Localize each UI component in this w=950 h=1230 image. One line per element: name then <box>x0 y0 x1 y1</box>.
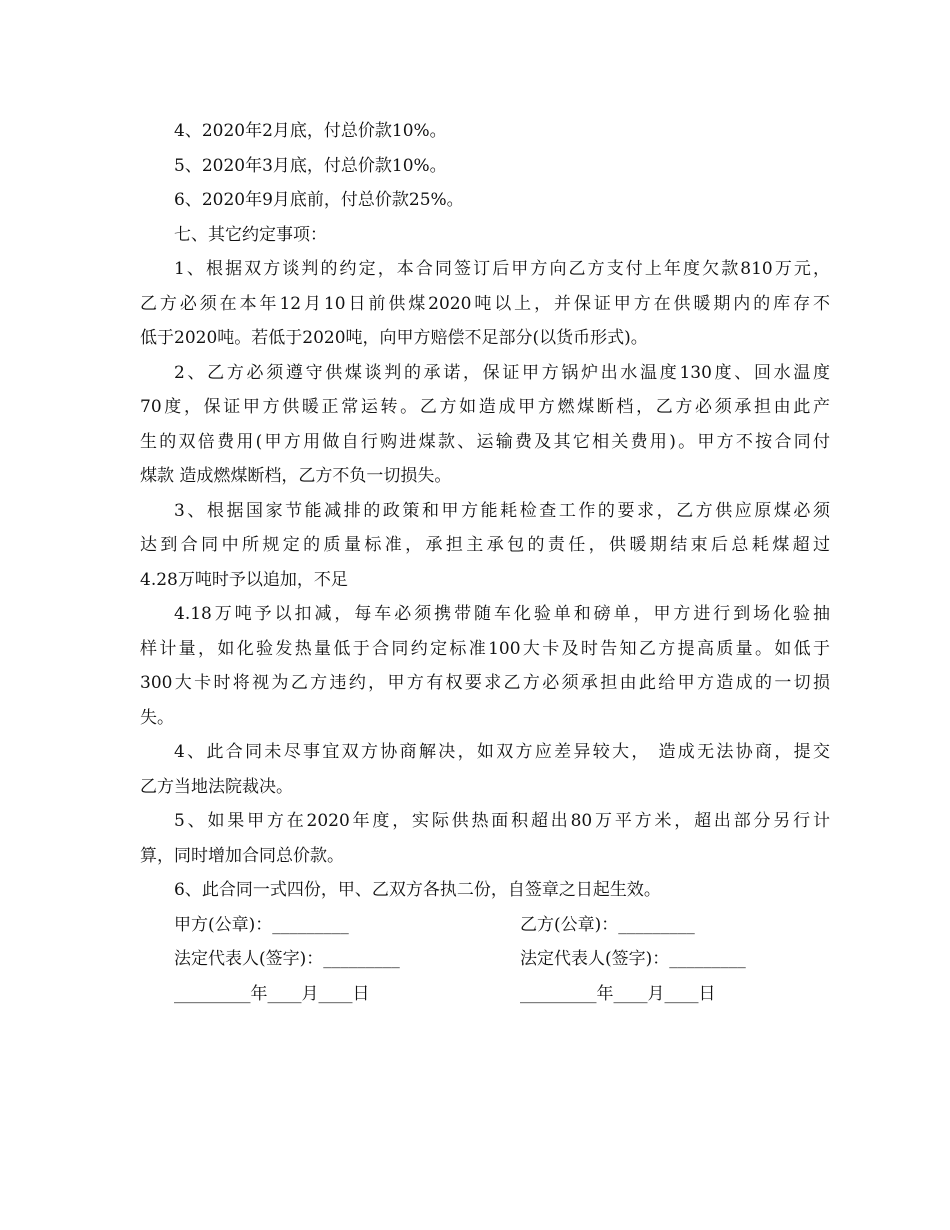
clause-5 <box>140 804 830 873</box>
payment-item-6: 6、2020年9月底前，付总价款25%。 <box>174 190 464 210</box>
payment-item-5: 5、2020年3月底，付总价款10%。 <box>174 155 447 176</box>
clause-line: 70度，保证甲方供暖正常运转。乙方如造成甲方燃煤断档，乙方必须承担由此产 <box>140 397 830 417</box>
signature-row-representative <box>140 942 830 977</box>
clause-line: 300大卡时将视为乙方违约，甲方有权要求乙方必须承担由此给甲方造成的一切损 <box>140 673 830 693</box>
party-a-seal-field: 甲方(公章)：_________ <box>174 914 349 935</box>
clause-line: 生的双倍费用(甲方用做自行购进煤款、运输费及其它相关费用)。甲方不按合同付 <box>140 431 830 452</box>
party-a-representative-field: 法定代表人(签字)：_________ <box>174 949 400 969</box>
party-a-date-field: _________年____月____日 <box>174 983 370 1004</box>
payment-item-4: 4、2020年2月底，付总价款10%。 <box>174 121 447 141</box>
clause-line: 1、根据双方谈判的约定，本合同签订后甲方向乙方支付上年度欠款810万元， <box>174 259 830 279</box>
clause-line: 乙方必须在本年12月10日前供煤2020吨以上，并保证甲方在供暖期内的库存不 <box>140 293 830 314</box>
clause-line: 低于2020吨。若低于2020吨，向甲方赔偿不足部分(以货币形式)。 <box>140 328 648 348</box>
clause-line: 3、根据国家节能减排的政策和甲方能耗检查工作的要求，乙方供应原煤必须 <box>174 500 830 521</box>
clause-line: 算，同时增加合同总价款。 <box>140 845 344 866</box>
clause-line: 5、如果甲方在2020年度，实际供热面积超出80万平方米，超出部分另行计 <box>174 811 830 831</box>
clause-6 <box>140 873 830 908</box>
clause-4 <box>140 735 830 804</box>
clause-line: 4.28万吨时予以追加，不足 <box>140 569 348 590</box>
document-body <box>140 114 830 1011</box>
clause-line: 6、此合同一式四份，甲、乙双方各执二份，自签章之日起生效。 <box>174 880 661 900</box>
signature-block <box>140 908 830 1012</box>
clause-line: 样计量，如化验发热量低于合同约定标准100大卡及时告知乙方提高质量。如低于 <box>140 638 830 659</box>
clause-line: 达到合同中所规定的质量标准，承担主承包的责任，供暖期结束后总耗煤超过 <box>140 535 830 555</box>
clause-line: 4、此合同未尽事宜双方协商解决，如双方应差异较大， 造成无法协商，提交 <box>174 742 830 762</box>
clause-2 <box>140 356 830 494</box>
party-b-representative-field: 法定代表人(签字)：_________ <box>520 949 746 969</box>
party-b-date-field: _________年____月____日 <box>520 983 716 1004</box>
clause-1 <box>140 252 830 356</box>
signature-row-seal <box>140 908 830 943</box>
clause-line: 乙方当地法院裁决。 <box>140 776 293 797</box>
signature-row-date <box>140 977 830 1012</box>
clause-line: 4.18万吨予以扣减，每车必须携带随车化验单和磅单，甲方进行到场化验抽 <box>174 604 830 624</box>
clause-3 <box>140 494 830 598</box>
section-heading: 七、其它约定事项： <box>174 224 327 245</box>
clause-line: 失。 <box>140 707 174 728</box>
clause-line: 2、乙方必须遵守供煤谈判的承诺，保证甲方锅炉出水温度130度、回水温度 <box>174 362 830 383</box>
clause-line: 煤款 造成燃煤断档，乙方不负一切损失。 <box>140 466 452 486</box>
party-b-seal-field: 乙方(公章)：_________ <box>520 914 695 935</box>
clause-3-continued <box>140 597 830 735</box>
